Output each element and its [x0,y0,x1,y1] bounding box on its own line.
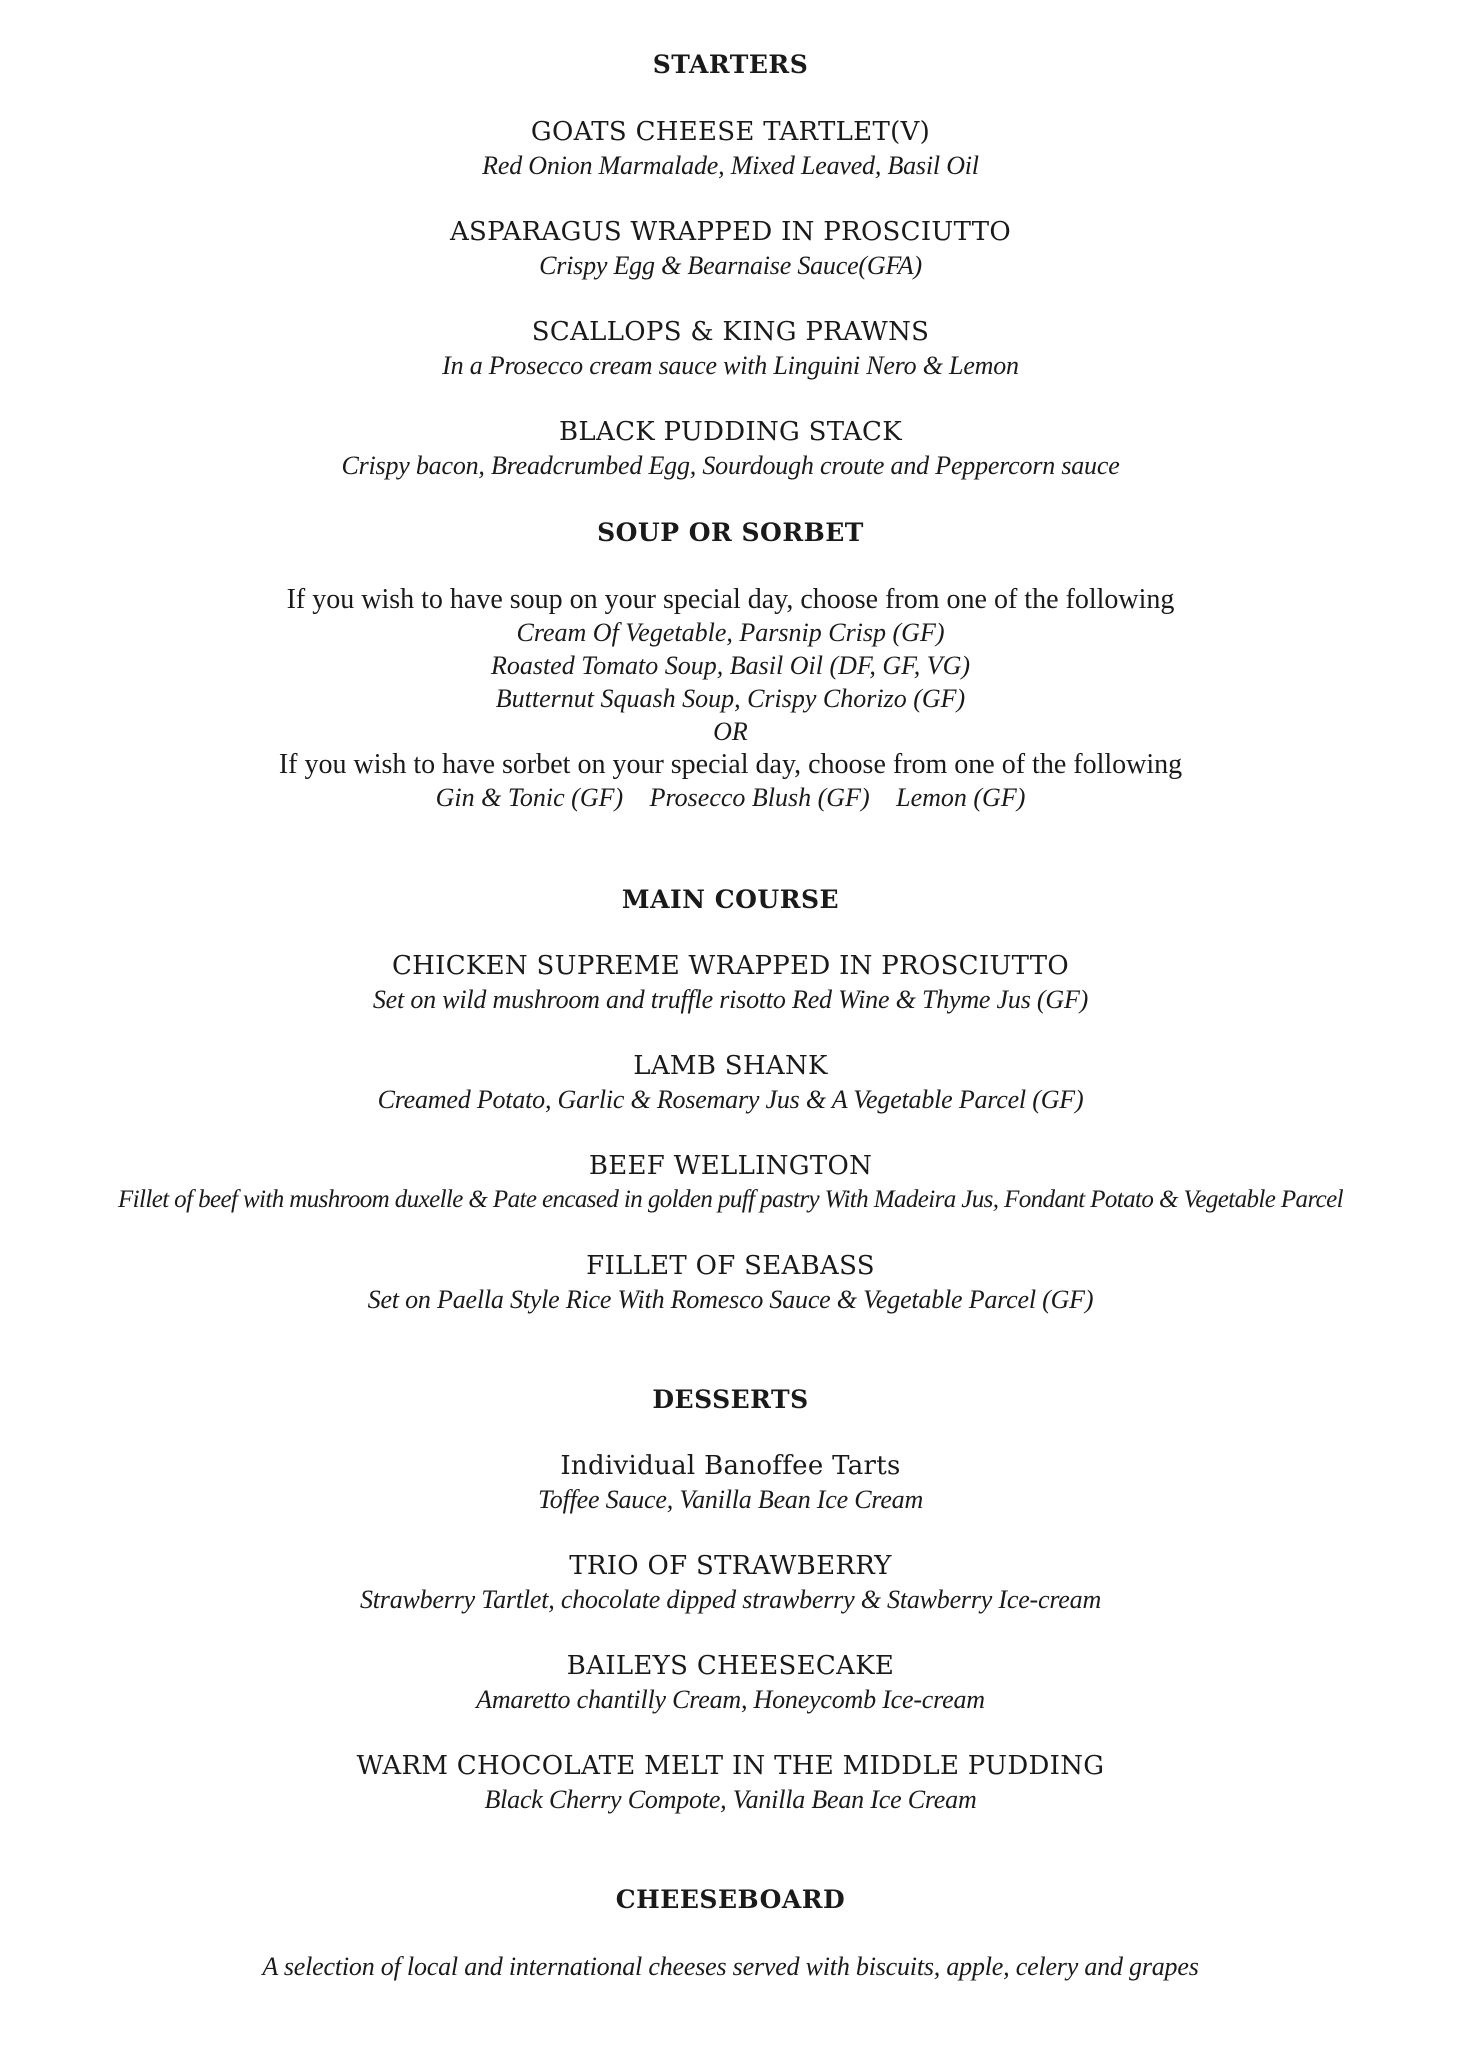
dish-name: SCALLOPS & KING PRAWNS [531,317,930,347]
soup-intro: If you wish to have soup on your special day, choose from one of the following [286,584,1175,615]
dish-description: Toffee Sauce, Vanilla Bean Ice Cream [537,1485,924,1514]
starters-heading: STARTERS [652,50,809,79]
dish-description: Black Cherry Compote, Vanilla Bean Ice Cream [484,1785,977,1814]
sorbet-options [0,781,1461,814]
dish-description: Creamed Potato, Garlic & Rosemary Jus & A Vegetable Parcel (GF) [377,1085,1084,1114]
dish-chocolate-melt-pudding [0,1750,1461,1816]
dish-name: BLACK PUDDING STACK [559,417,902,447]
dish-name: BEEF WELLINGTON [588,1151,873,1181]
dish-fillet-of-seabass [0,1250,1461,1316]
dish-description: Red Onion Marmalade, Mixed Leaved, Basil Oil [482,151,979,180]
dish-name: GOATS CHEESE TARTLET(V) [530,117,931,147]
dish-beef-wellington [0,1150,1461,1216]
dish-lamb-shank [0,1050,1461,1116]
dish-description: Fillet of beef with mushroom duxelle & Pate encased in golden puff pastry With Madeira Jus, Fondant Potato & Vegetable Parcel [117,1186,1343,1213]
dish-name: ASPARAGUS WRAPPED IN PROSCIUTTO [449,217,1012,247]
or-divider: OR [713,717,748,746]
dish-description: In a Prosecco cream sauce with Linguini Nero & Lemon [442,351,1019,380]
dish-description: Crispy Egg & Bearnaise Sauce(GFA) [539,251,922,280]
soup-option: Roasted Tomato Soup, Basil Oil (DF, GF, VG) [490,651,971,680]
dish-name: BAILEYS CHEESECAKE [566,1651,895,1681]
dish-description: Set on Paella Style Rice With Romesco Sauce & Vegetable Parcel (GF) [367,1285,1094,1314]
dish-baileys-cheesecake [0,1650,1461,1716]
soup-or-sorbet-heading: SOUP OR SORBET [597,518,864,547]
soup-sorbet-block [0,583,1461,814]
dish-trio-of-strawberry [0,1550,1461,1616]
dish-scallops [0,316,1461,382]
sorbet-intro: If you wish to have sorbet on your special day, choose from one of the following [278,749,1183,780]
dish-description: Set on wild mushroom and truffle risotto Red Wine & Thyme Jus (GF) [372,985,1089,1014]
dish-black-pudding [0,416,1461,482]
sorbet-option: Lemon (GF) [896,783,1026,812]
dish-name: CHICKEN SUPREME WRAPPED IN PROSCIUTTO [391,951,1070,981]
soup-option: Cream Of Vegetable, Parsnip Crisp (GF) [516,618,945,647]
dish-banoffee-tarts [0,1450,1461,1516]
sorbet-option: Prosecco Blush (GF) [649,783,870,812]
cheeseboard-item [0,1950,1461,1983]
dish-goats-cheese-tartlet [0,116,1461,182]
dish-name: WARM CHOCOLATE MELT IN THE MIDDLE PUDDING [356,1751,1105,1781]
sorbet-option: Gin & Tonic (GF) [435,783,624,812]
cheeseboard-heading: CHEESEBOARD [615,1885,846,1914]
dish-description: Amaretto chantilly Cream, Honeycomb Ice-cream [476,1685,985,1714]
main-course-heading: MAIN COURSE [621,885,840,914]
soup-option: Butternut Squash Soup, Crispy Chorizo (GF) [495,684,966,713]
dish-name: FILLET OF SEABASS [586,1251,875,1281]
dish-description: A selection of local and international cheeses served with biscuits, apple, celery and grapes [262,1952,1199,1981]
dish-chicken-supreme [0,950,1461,1016]
dish-description: Crispy bacon, Breadcrumbed Egg, Sourdough croute and Peppercorn sauce [341,451,1120,480]
dish-asparagus [0,216,1461,282]
dish-name: LAMB SHANK [633,1051,828,1081]
dish-name: TRIO OF STRAWBERRY [569,1551,892,1581]
dish-description: Strawberry Tartlet, chocolate dipped strawberry & Stawberry Ice-cream [359,1585,1102,1614]
desserts-heading: DESSERTS [652,1385,809,1414]
dish-name: Individual Banoffee Tarts [560,1451,901,1481]
